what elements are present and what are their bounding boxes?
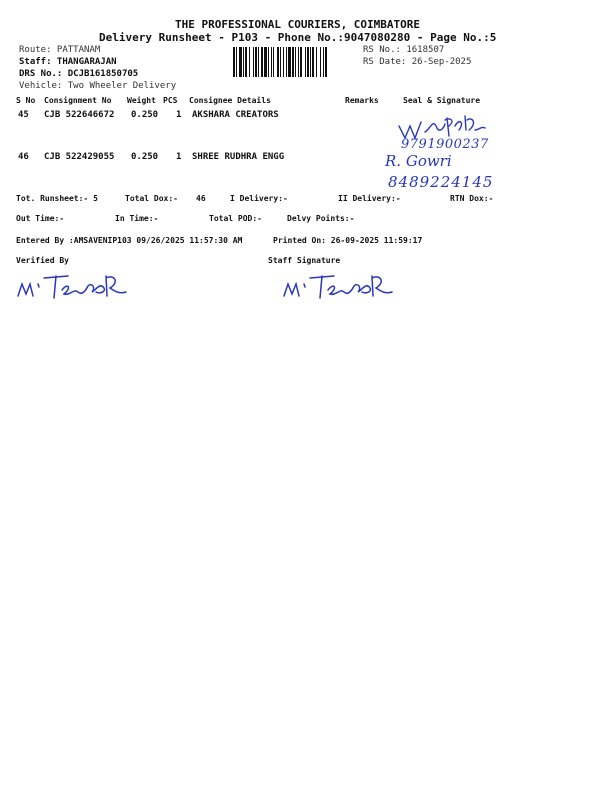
entered-by: Entered By :AMSAVENIP103 09/26/2025 11:57:30 AM — [16, 236, 243, 245]
barcode-bar — [300, 47, 302, 77]
rs-date: RS Date: 26-Sep-2025 — [363, 57, 472, 67]
barcode-bar — [320, 47, 321, 77]
barcode-bar — [305, 47, 306, 77]
total-dox-label: Total Dox:- — [125, 194, 178, 203]
barcode-bar — [307, 47, 309, 77]
barcode-bar — [233, 47, 235, 77]
tot-runsheet: Tot. Runsheet:- 5 — [16, 194, 98, 203]
barcode-bar — [249, 47, 250, 77]
col-remarks: Remarks — [345, 96, 379, 105]
col-consignee: Consignee Details — [189, 96, 271, 105]
barcode-bar — [236, 47, 237, 77]
barcode-bar — [295, 47, 296, 77]
rs-number: RS No.: 1618507 — [363, 45, 445, 55]
verified-by-label: Verified By — [16, 256, 69, 265]
barcode-bar — [277, 47, 279, 77]
barcode-bar — [310, 47, 311, 77]
col-pcs: PCS — [163, 96, 178, 105]
col-consignment: Consignment No — [44, 96, 112, 105]
barcode-bar — [255, 47, 257, 77]
vehicle-label: Vehicle: Two Wheeler Delivery — [19, 81, 177, 91]
row-consignment: CJB 522429055 — [44, 152, 115, 162]
row-weight: 0.250 — [131, 152, 159, 162]
row-weight: 0.250 — [131, 110, 159, 120]
row-consignment: CJB 522646672 — [44, 110, 115, 120]
runsheet-title: Delivery Runsheet - P103 - Phone No.:9047080280 - Page No.:5 — [99, 31, 497, 44]
out-time: Out Time:- — [16, 214, 65, 223]
total-pod: Total POD:- — [209, 214, 262, 223]
barcode-bar — [243, 47, 244, 77]
staff-signature-label: Staff Signature — [268, 256, 341, 265]
handwritten-phone: 8489224145 — [388, 173, 494, 191]
col-sno: S No — [16, 96, 36, 105]
barcode-bar — [258, 47, 259, 77]
i-delivery: I Delivery:- — [230, 194, 288, 203]
barcode-bar — [264, 47, 267, 77]
barcode-bar — [323, 47, 324, 77]
row-consignee: AKSHARA CREATORS — [192, 110, 279, 120]
printed-on: Printed On: 26-09-2025 11:59:17 — [273, 236, 423, 245]
barcode-image — [233, 47, 359, 77]
ii-delivery: II Delivery:- — [338, 194, 401, 203]
row-pcs: 1 — [176, 110, 182, 120]
barcode-bar — [325, 47, 327, 77]
barcode-bar — [273, 47, 274, 77]
rtn-dox: RTN Dox:- — [450, 194, 494, 203]
row-sno: 46 — [18, 152, 29, 162]
barcode-bar — [280, 47, 281, 77]
in-time: In Time:- — [115, 214, 159, 223]
row-pcs: 1 — [176, 152, 182, 162]
barcode-bar — [286, 47, 287, 77]
total-dox-value: 46 — [196, 194, 206, 203]
barcode-bar — [283, 47, 284, 77]
row-sno: 45 — [18, 110, 29, 120]
barcode-bar — [245, 47, 247, 77]
barcode-bar — [271, 47, 272, 77]
staff-signature-icon — [282, 270, 402, 302]
barcode-bar — [288, 47, 291, 77]
drs-number: DRS No.: DCJB161850705 — [19, 69, 139, 79]
barcode-bar — [253, 47, 254, 77]
verified-signature-icon — [16, 270, 136, 302]
row-consignee: SHREE RUDHRA ENGG — [192, 152, 285, 162]
handwritten-name: R. Gowri — [385, 152, 452, 170]
route-label: Route: PATTANAM — [19, 45, 101, 55]
barcode-bar — [261, 47, 263, 77]
barcode-bar — [292, 47, 294, 77]
barcode-bar — [316, 47, 317, 77]
col-seal: Seal & Signature — [403, 96, 481, 105]
staff-label: Staff: THANGARAJAN — [19, 57, 117, 67]
handwritten-phone: 9791900237 — [401, 137, 489, 152]
delvy-points: Delvy Points:- — [287, 214, 355, 223]
barcode-bar — [239, 47, 242, 77]
barcode-bar — [312, 47, 314, 77]
company-title: THE PROFESSIONAL COURIERS, COIMBATORE — [175, 18, 421, 31]
barcode-bar — [268, 47, 269, 77]
col-weight: Weight — [127, 96, 156, 105]
barcode-bar — [298, 47, 299, 77]
